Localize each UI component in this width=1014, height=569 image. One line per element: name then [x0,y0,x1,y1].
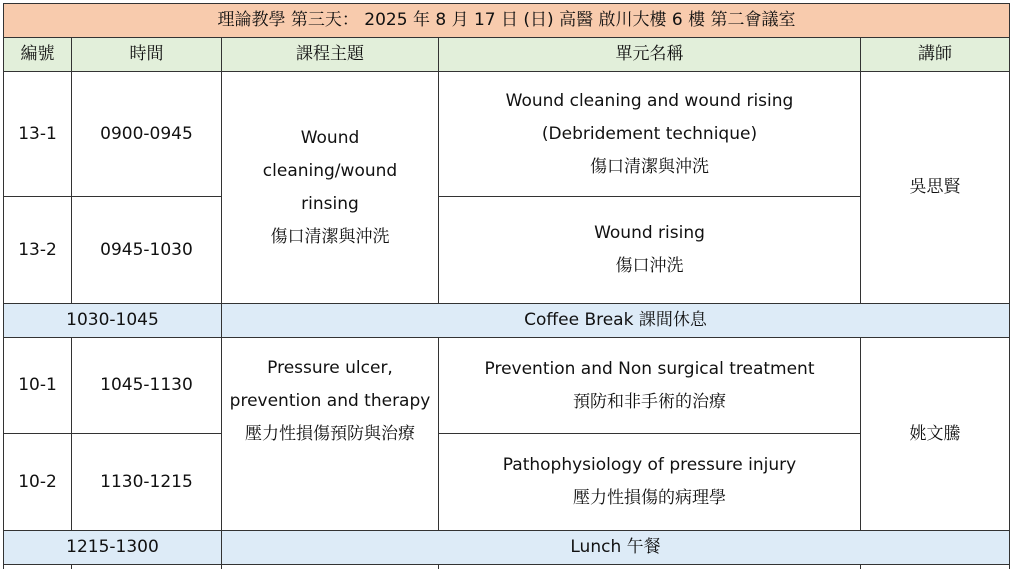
row-id: 13-2 [4,197,72,304]
row-time: 1045-1130 [72,338,222,434]
schedule-title: 理論教學 第三天： 2025 年 8 月 17 日 (日) 高醫 啟川大樓 6 樓 第二會議室 [4,4,1010,38]
unit-name: Wound rising 傷口沖洗 [439,197,861,304]
unit-name: Wound cleaning and wound rising (Debridement technique) 傷口清潔與沖洗 [439,72,861,197]
break-row [4,304,1010,338]
lecturer-name: 吳思賢 [861,72,1010,304]
header-unit: 單元名稱 [439,38,861,72]
course-topic: Wound cleaning/wound rinsing 傷口清潔與沖洗 [222,72,439,304]
course-topic: Pressure ulcer, prevention and therapy 壓力性損傷預防與治療 [222,338,439,531]
table-row-partial [4,565,1010,569]
header-row [4,38,1010,72]
break-time: 1215-1300 [4,531,222,565]
row-id: 10-2 [4,434,72,531]
row-time: 1130-1215 [72,434,222,531]
table-row [4,338,1010,434]
row-id: 13-1 [4,72,72,197]
break-label: Lunch 午餐 [222,531,1010,565]
header-time: 時間 [72,38,222,72]
schedule-sheet [3,3,1010,569]
unit-name: Prevention and Non surgical treatment 預防和非手術的治療 [439,338,861,434]
row-time: 0945-1030 [72,197,222,304]
lecturer-name: 姚文騰 [861,338,1010,531]
row-id: 10-1 [4,338,72,434]
break-label: Coffee Break 課間休息 [222,304,1010,338]
table-row [4,434,1010,531]
title-row [4,4,1010,38]
table-row [4,72,1010,197]
header-id: 編號 [4,38,72,72]
table-row [4,197,1010,304]
header-lecturer: 講師 [861,38,1010,72]
unit-name: Pathophysiology of pressure injury 壓力性損傷的病理學 [439,434,861,531]
schedule-table [3,3,1010,569]
break-time: 1030-1045 [4,304,222,338]
break-row [4,531,1010,565]
row-time: 0900-0945 [72,72,222,197]
header-topic: 課程主題 [222,38,439,72]
